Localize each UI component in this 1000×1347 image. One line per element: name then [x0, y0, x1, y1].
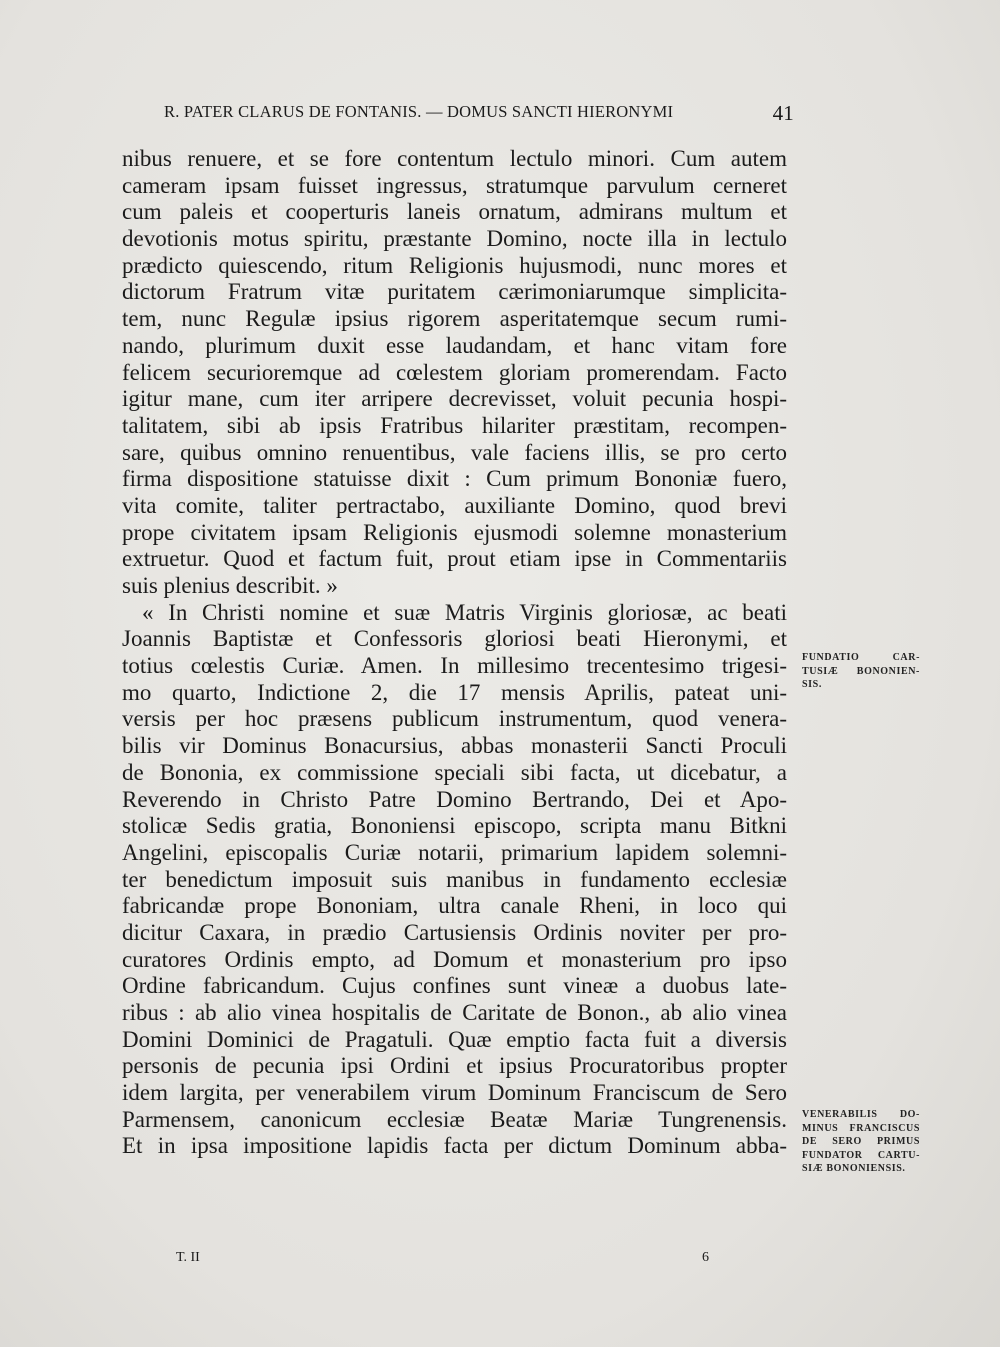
text-line: Domini Dominici de Pragatuli. Quæ emptio facta fuit a diversis — [122, 1026, 787, 1052]
text-line: tem, nunc Regulæ ipsius rigorem asperitatemque secum rumi- — [122, 306, 787, 332]
text-line: mo quarto, Indictione 2, die 17 mensis Aprilis, pateat uni- — [122, 679, 787, 705]
text-line: devotionis motus spiritu, præstante Domino, nocte illa in lectulo — [122, 226, 787, 252]
text-line: personis de pecunia ipsi Ordini et ipsius Procuratoribus propter — [122, 1053, 787, 1079]
text-line: prædicto quiescendo, ritum Religionis hujusmodi, nunc mores et — [122, 252, 787, 278]
text-line: extruetur. Quod et factum fuit, prout etiam ipse in Commentariis — [122, 546, 787, 572]
text-line: bilis vir Dominus Bonacursius, abbas monasterii Sancti Proculi — [122, 733, 787, 759]
text-line: Ordine fabricandum. Cujus confines sunt vineæ a duobus late- — [122, 973, 787, 999]
text-line: Angelini, episcopalis Curiæ notarii, primarium lapidem solemni- — [122, 839, 787, 865]
text-line: nibus renuere, et se fore contentum lectulo minori. Cum autem — [122, 146, 787, 171]
margin-note-line: TUSIÆ BONONIEN- — [802, 665, 920, 677]
signature-mark: T. II — [176, 1250, 200, 1265]
running-head-title: R. PATER CLARUS DE FONTANIS. — DOMUS SANCTI HIERONYMI — [164, 102, 674, 121]
text-line: Et in ipsa impositione lapidis facta per dictum Dominum abba- — [122, 1133, 787, 1159]
text-line: vita comite, taliter pertractabo, auxiliante Domino, quod brevi — [122, 492, 787, 518]
text-line: ter benedictum imposuit suis manibus in fundamento ecclesiæ — [122, 866, 787, 892]
margin-note-line: SIS. — [802, 679, 822, 690]
text-line: idem largita, per venerabilem virum Dominum Franciscum de Sero — [122, 1080, 787, 1106]
text-line: felicem securioremque ad cœlestem gloriam promerendam. Facto — [122, 359, 787, 385]
margin-note-line: DE SERO PRIMUS — [802, 1136, 920, 1147]
sheet-number: 6 — [702, 1250, 709, 1265]
text-line: cum paleis et cooperturis laneis ornatum, admirans multum et — [122, 199, 787, 225]
text-line: Reverendo in Christo Patre Domino Bertrando, Dei et Apo- — [122, 786, 787, 812]
text-line: firma dispositione statuisse dixit : Cum primum Bononiæ fuero, — [122, 466, 787, 492]
margin-note-fundatio — [802, 651, 920, 692]
page-number: 41 — [772, 101, 794, 125]
margin-note-line: FUNDATIO CAR- — [802, 652, 920, 663]
text-line: de Bononia, ex commissione speciali sibi facta, ut dicebatur, a — [122, 759, 787, 785]
text-line: Joannis Baptistæ et Confessoris gloriosi beati Hieronymi, et — [122, 626, 787, 652]
text-line: sare, quibus omnino renuentibus, vale faciens illis, se pro certo — [122, 439, 787, 465]
text-line: dicitur Caxara, in prædio Cartusiensis Ordinis noviter per pro- — [122, 919, 787, 945]
text-line: totius cœlestis Curiæ. Amen. In millesimo trecentesimo trigesi- — [122, 653, 787, 679]
text-line: talitatem, sibi ab ipsis Fratribus hilariter præstitam, recompen- — [122, 412, 787, 438]
text-line: « In Christi nomine et suæ Matris Virginis gloriosæ, ac beati — [142, 599, 787, 625]
text-line: cameram ipsam fuisset ingressus, stratumque parvulum cerneret — [122, 172, 787, 198]
text-line: ribus : ab alio vinea hospitalis de Caritate de Bonon., ab alio vinea — [122, 1000, 787, 1025]
text-line: stolicæ Sedis gratia, Bononiensi episcopo, scripta manu Bitkni — [122, 813, 787, 839]
body-text — [122, 146, 787, 1160]
text-line: igitur mane, cum iter arripere decrevisset, voluit pecunia hospi- — [122, 386, 787, 412]
text-line: Parmensem, canonicum ecclesiæ Beatæ Mariæ Tungrenensis. — [122, 1106, 787, 1132]
margin-note-line: FUNDATOR CARTU- — [802, 1149, 920, 1161]
text-line: dictorum Fratrum vitæ puritatem cærimoniarumque simplicita- — [122, 279, 787, 305]
text-line: curatores Ordinis empto, ad Domum et monasterium pro ipso — [122, 946, 787, 972]
margin-note-line: SIÆ BONONIENSIS. — [802, 1163, 906, 1174]
margin-note-line: VENERABILIS DO- — [802, 1109, 920, 1120]
bleed-through-shadow — [810, 232, 880, 243]
text-line: suis plenius describit. » — [122, 573, 338, 598]
text-line: versis per hoc præsens publicum instrumentum, quod venera- — [122, 706, 787, 732]
text-line: nando, plurimum duxit esse laudandam, et hanc vitam fore — [122, 332, 787, 358]
margin-note-venerabilis — [802, 1108, 920, 1176]
text-line: prope civitatem ipsam Religionis ejusmodi solemne monasterium — [122, 519, 787, 545]
margin-note-line: MINUS FRANCISCUS — [802, 1122, 920, 1134]
text-line: fabricandæ prope Bononiam, ultra canale Rheni, in loco qui — [122, 893, 787, 919]
running-head — [164, 101, 794, 125]
